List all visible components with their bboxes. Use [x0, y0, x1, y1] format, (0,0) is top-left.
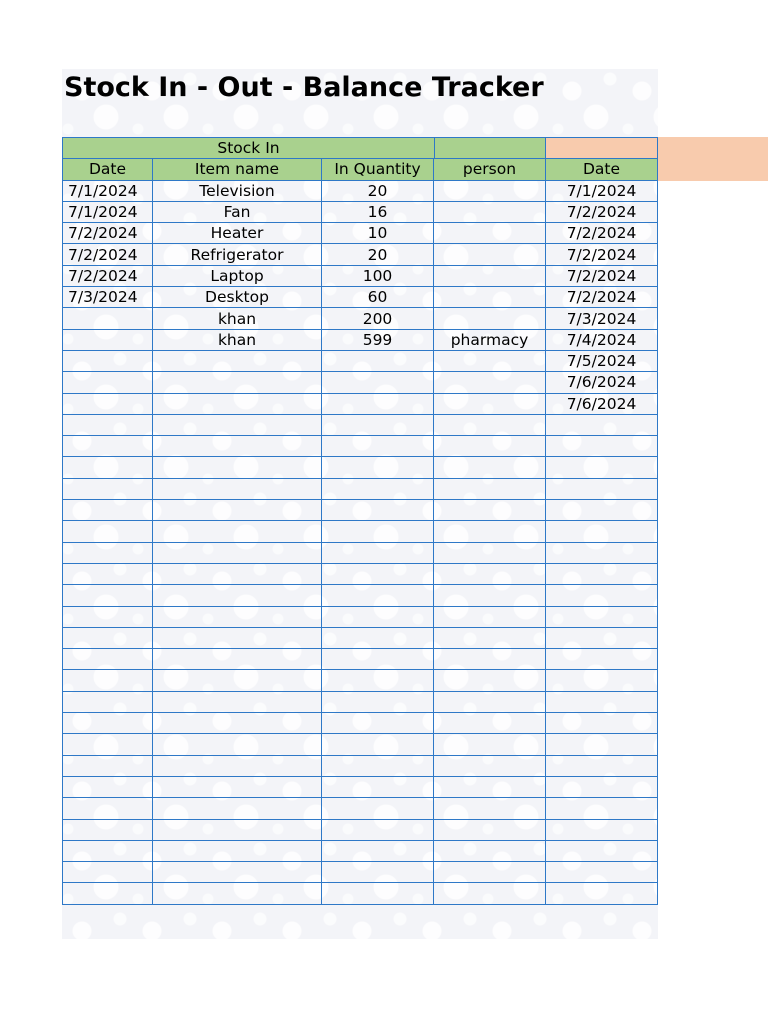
cell-item-name[interactable] — [153, 755, 322, 776]
cell-person[interactable] — [434, 755, 546, 776]
cell-in-quantity[interactable] — [322, 691, 434, 712]
cell-out-date[interactable] — [546, 713, 658, 734]
cell-date[interactable]: 7/1/2024 — [63, 201, 153, 222]
cell-out-date[interactable]: 7/4/2024 — [546, 329, 658, 350]
cell-in-quantity[interactable] — [322, 372, 434, 393]
cell-in-quantity[interactable]: 20 — [322, 180, 434, 201]
cell-person[interactable] — [434, 883, 546, 904]
table-row — [63, 542, 658, 563]
stock-table — [62, 137, 658, 905]
cell-out-date[interactable] — [546, 585, 658, 606]
cell-date[interactable] — [63, 308, 153, 329]
cell-item-name[interactable] — [153, 649, 322, 670]
cell-item-name[interactable] — [153, 734, 322, 755]
cell-date[interactable] — [63, 414, 153, 435]
cell-date[interactable]: 7/2/2024 — [63, 265, 153, 286]
cell-person[interactable] — [434, 585, 546, 606]
table-row — [63, 883, 658, 904]
cell-out-date[interactable] — [546, 755, 658, 776]
cell-date[interactable] — [63, 776, 153, 797]
cell-date[interactable] — [63, 755, 153, 776]
table-row — [63, 521, 658, 542]
cell-item-name[interactable]: khan — [153, 329, 322, 350]
cell-out-date[interactable] — [546, 414, 658, 435]
cell-date[interactable] — [63, 670, 153, 691]
cell-person[interactable] — [434, 500, 546, 521]
cell-person[interactable] — [434, 862, 546, 883]
cell-person[interactable] — [434, 287, 546, 308]
cell-in-quantity[interactable] — [322, 585, 434, 606]
cell-person[interactable] — [434, 563, 546, 584]
cell-in-quantity[interactable] — [322, 840, 434, 861]
cell-date[interactable] — [63, 457, 153, 478]
cell-date[interactable]: 7/3/2024 — [63, 287, 153, 308]
table-row — [63, 201, 658, 222]
cell-date[interactable] — [63, 883, 153, 904]
cell-person[interactable] — [434, 713, 546, 734]
cell-person[interactable] — [434, 776, 546, 797]
cell-in-quantity[interactable] — [322, 627, 434, 648]
cell-in-quantity[interactable] — [322, 414, 434, 435]
cell-item-name[interactable]: Television — [153, 180, 322, 201]
table-row — [63, 713, 658, 734]
cell-date[interactable] — [63, 436, 153, 457]
cell-in-quantity[interactable] — [322, 670, 434, 691]
cell-out-date[interactable]: 7/1/2024 — [546, 180, 658, 201]
cell-person[interactable] — [434, 734, 546, 755]
cell-out-date[interactable] — [546, 840, 658, 861]
cell-out-date[interactable]: 7/3/2024 — [546, 308, 658, 329]
cell-date[interactable] — [63, 393, 153, 414]
table-row — [63, 436, 658, 457]
cell-out-date[interactable] — [546, 798, 658, 819]
cell-item-name[interactable] — [153, 776, 322, 797]
cell-out-date[interactable]: 7/2/2024 — [546, 201, 658, 222]
cell-item-name[interactable] — [153, 627, 322, 648]
cell-date[interactable] — [63, 585, 153, 606]
cell-in-quantity[interactable] — [322, 521, 434, 542]
cell-in-quantity[interactable] — [322, 819, 434, 840]
cell-date[interactable] — [63, 798, 153, 819]
cell-item-name[interactable] — [153, 563, 322, 584]
table-row — [63, 329, 658, 350]
cell-out-date[interactable] — [546, 436, 658, 457]
cell-item-name[interactable]: Desktop — [153, 287, 322, 308]
table-row — [63, 287, 658, 308]
cell-person[interactable] — [434, 649, 546, 670]
cell-person[interactable] — [434, 436, 546, 457]
cell-item-name[interactable]: Heater — [153, 223, 322, 244]
table-row — [63, 478, 658, 499]
cell-out-date[interactable] — [546, 500, 658, 521]
cell-in-quantity[interactable] — [322, 755, 434, 776]
cell-item-name[interactable]: Refrigerator — [153, 244, 322, 265]
table-row — [63, 350, 658, 371]
cell-out-date[interactable] — [546, 649, 658, 670]
cell-item-name[interactable] — [153, 840, 322, 861]
cell-in-quantity[interactable] — [322, 500, 434, 521]
cell-in-quantity[interactable] — [322, 436, 434, 457]
cell-date[interactable] — [63, 819, 153, 840]
cell-out-date[interactable] — [546, 563, 658, 584]
cell-item-name[interactable] — [153, 500, 322, 521]
cell-item-name[interactable] — [153, 436, 322, 457]
cell-person[interactable] — [434, 606, 546, 627]
cell-item-name[interactable] — [153, 542, 322, 563]
stock-out-header-strip — [658, 137, 768, 181]
cell-item-name[interactable]: Laptop — [153, 265, 322, 286]
stock-in-band-label: Stock In — [217, 139, 280, 158]
table-band-row — [63, 138, 658, 159]
cell-out-date[interactable] — [546, 627, 658, 648]
cell-person[interactable] — [434, 372, 546, 393]
cell-out-date[interactable] — [546, 691, 658, 712]
page-title: Stock In - Out - Balance Tracker — [64, 72, 544, 103]
cell-person[interactable] — [434, 457, 546, 478]
cell-in-quantity[interactable] — [322, 478, 434, 499]
cell-person[interactable] — [434, 223, 546, 244]
cell-in-quantity[interactable] — [322, 393, 434, 414]
table-row — [63, 563, 658, 584]
column-header-in-quantity[interactable]: In Quantity — [322, 159, 434, 180]
cell-item-name[interactable] — [153, 798, 322, 819]
cell-date[interactable] — [63, 627, 153, 648]
cell-person[interactable] — [434, 350, 546, 371]
table-row — [63, 500, 658, 521]
cell-in-quantity[interactable] — [322, 563, 434, 584]
cell-date[interactable] — [63, 649, 153, 670]
cell-item-name[interactable] — [153, 819, 322, 840]
cell-date[interactable] — [63, 563, 153, 584]
table-row — [63, 819, 658, 840]
cell-person[interactable] — [434, 393, 546, 414]
cell-out-date[interactable]: 7/2/2024 — [546, 244, 658, 265]
cell-out-date[interactable] — [546, 734, 658, 755]
cell-date[interactable] — [63, 691, 153, 712]
cell-item-name[interactable] — [153, 883, 322, 904]
cell-date[interactable]: 7/2/2024 — [63, 244, 153, 265]
cell-in-quantity[interactable] — [322, 350, 434, 371]
cell-out-date[interactable] — [546, 862, 658, 883]
cell-out-date[interactable] — [546, 819, 658, 840]
table-row — [63, 244, 658, 265]
cell-item-name[interactable] — [153, 713, 322, 734]
cell-item-name[interactable] — [153, 350, 322, 371]
cell-out-date[interactable] — [546, 883, 658, 904]
table-row — [63, 862, 658, 883]
cell-out-date[interactable]: 7/2/2024 — [546, 223, 658, 244]
cell-in-quantity[interactable] — [322, 798, 434, 819]
cell-date[interactable] — [63, 862, 153, 883]
cell-person[interactable] — [434, 265, 546, 286]
table-row — [63, 798, 658, 819]
cell-date[interactable] — [63, 840, 153, 861]
cell-out-date[interactable] — [546, 606, 658, 627]
table-row — [63, 180, 658, 201]
cell-person[interactable] — [434, 478, 546, 499]
table-row — [63, 649, 658, 670]
cell-in-quantity[interactable]: 60 — [322, 287, 434, 308]
cell-in-quantity[interactable] — [322, 457, 434, 478]
band-spacer — [434, 138, 545, 158]
cell-in-quantity[interactable] — [322, 606, 434, 627]
cell-person[interactable] — [434, 840, 546, 861]
cell-date[interactable] — [63, 478, 153, 499]
cell-item-name[interactable] — [153, 478, 322, 499]
cell-in-quantity[interactable]: 100 — [322, 265, 434, 286]
cell-person[interactable] — [434, 201, 546, 222]
cell-out-date[interactable] — [546, 776, 658, 797]
band-cell — [63, 138, 546, 159]
table-row — [63, 223, 658, 244]
cell-item-name[interactable] — [153, 414, 322, 435]
table-row — [63, 372, 658, 393]
cell-person[interactable] — [434, 691, 546, 712]
cell-date[interactable]: 7/2/2024 — [63, 223, 153, 244]
column-header-item-name[interactable]: Item name — [153, 159, 322, 180]
cell-person[interactable] — [434, 244, 546, 265]
table-row — [63, 414, 658, 435]
cell-date[interactable] — [63, 350, 153, 371]
cell-item-name[interactable]: Fan — [153, 201, 322, 222]
table-row — [63, 308, 658, 329]
cell-out-date[interactable] — [546, 542, 658, 563]
cell-item-name[interactable] — [153, 585, 322, 606]
table-row — [63, 585, 658, 606]
cell-out-date[interactable] — [546, 478, 658, 499]
cell-in-quantity[interactable] — [322, 776, 434, 797]
table-row — [63, 670, 658, 691]
cell-person[interactable] — [434, 819, 546, 840]
cell-out-date[interactable] — [546, 670, 658, 691]
cell-item-name[interactable] — [153, 372, 322, 393]
cell-person[interactable] — [434, 521, 546, 542]
cell-date[interactable] — [63, 521, 153, 542]
cell-item-name[interactable] — [153, 606, 322, 627]
table-row — [63, 265, 658, 286]
cell-in-quantity[interactable]: 10 — [322, 223, 434, 244]
cell-in-quantity[interactable] — [322, 713, 434, 734]
cell-person[interactable] — [434, 414, 546, 435]
cell-in-quantity[interactable] — [322, 883, 434, 904]
table-row — [63, 691, 658, 712]
cell-in-quantity[interactable] — [322, 862, 434, 883]
cell-date[interactable] — [63, 500, 153, 521]
cell-person[interactable] — [434, 798, 546, 819]
cell-item-name[interactable] — [153, 521, 322, 542]
cell-out-date[interactable]: 7/6/2024 — [546, 393, 658, 414]
table-row — [63, 457, 658, 478]
stock-out-band-cell — [546, 138, 658, 159]
cell-person[interactable]: pharmacy — [434, 329, 546, 350]
table-row — [63, 734, 658, 755]
cell-person[interactable] — [434, 627, 546, 648]
cell-in-quantity[interactable]: 20 — [322, 244, 434, 265]
cell-in-quantity[interactable]: 16 — [322, 201, 434, 222]
cell-item-name[interactable] — [153, 670, 322, 691]
table-row — [63, 627, 658, 648]
column-header-person[interactable]: person — [434, 159, 546, 180]
cell-date[interactable] — [63, 542, 153, 563]
column-header-out-date[interactable]: Date — [546, 159, 658, 180]
cell-in-quantity[interactable] — [322, 542, 434, 563]
cell-item-name[interactable] — [153, 862, 322, 883]
column-header-date[interactable]: Date — [63, 159, 153, 180]
cell-out-date[interactable]: 7/2/2024 — [546, 287, 658, 308]
cell-item-name[interactable]: khan — [153, 308, 322, 329]
cell-in-quantity[interactable] — [322, 734, 434, 755]
table-row — [63, 755, 658, 776]
cell-out-date[interactable] — [546, 521, 658, 542]
cell-date[interactable] — [63, 734, 153, 755]
cell-item-name[interactable] — [153, 393, 322, 414]
cell-date[interactable] — [63, 713, 153, 734]
cell-out-date[interactable] — [546, 457, 658, 478]
cell-in-quantity[interactable]: 599 — [322, 329, 434, 350]
table-header-row — [63, 159, 658, 180]
cell-in-quantity[interactable] — [322, 649, 434, 670]
cell-item-name[interactable] — [153, 457, 322, 478]
table-row — [63, 840, 658, 861]
cell-date[interactable] — [63, 372, 153, 393]
cell-person[interactable] — [434, 670, 546, 691]
cell-out-date[interactable]: 7/2/2024 — [546, 265, 658, 286]
table-row — [63, 606, 658, 627]
table-row — [63, 776, 658, 797]
cell-date[interactable] — [63, 329, 153, 350]
cell-person[interactable] — [434, 308, 546, 329]
cell-item-name[interactable] — [153, 691, 322, 712]
cell-out-date[interactable]: 7/6/2024 — [546, 372, 658, 393]
table-row — [63, 393, 658, 414]
cell-date[interactable] — [63, 606, 153, 627]
cell-person[interactable] — [434, 180, 546, 201]
cell-in-quantity[interactable]: 200 — [322, 308, 434, 329]
cell-out-date[interactable]: 7/5/2024 — [546, 350, 658, 371]
cell-person[interactable] — [434, 542, 546, 563]
cell-date[interactable]: 7/1/2024 — [63, 180, 153, 201]
